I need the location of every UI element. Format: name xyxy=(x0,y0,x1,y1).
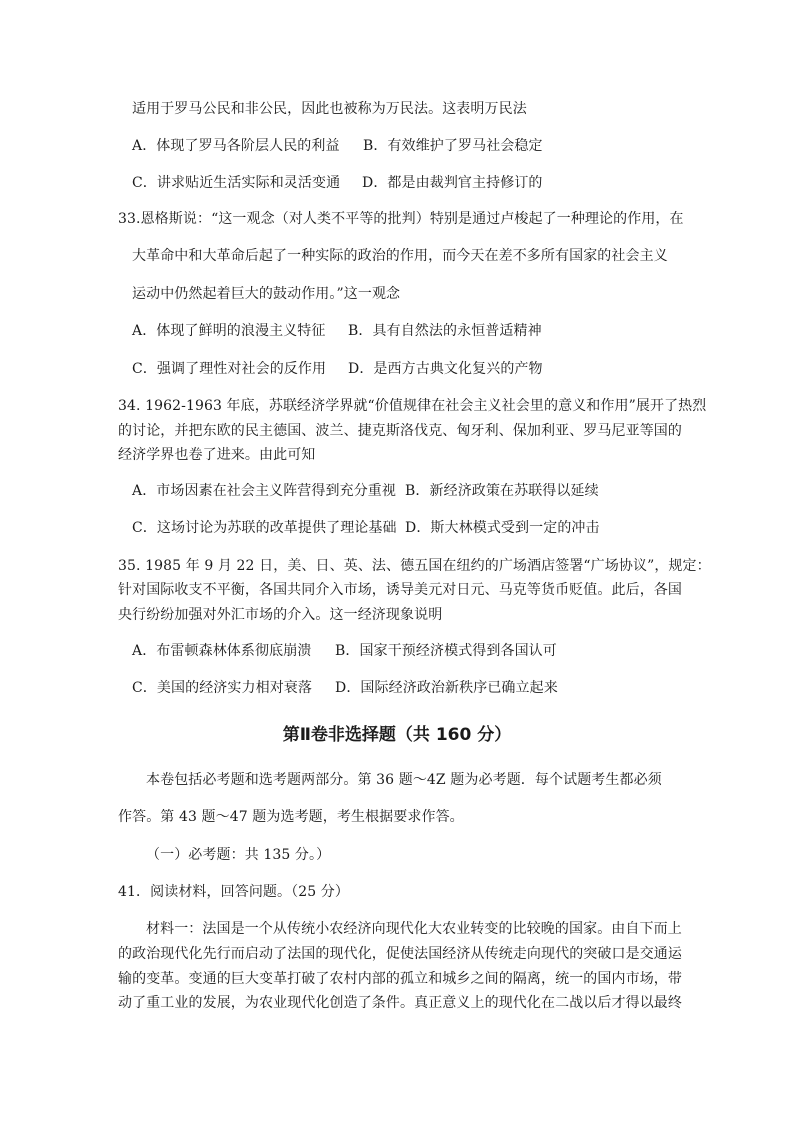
q32-option-d: D．都是由裁判官主持修订的 xyxy=(362,175,543,191)
section-intro-line1: 本卷包括必考题和选考题两部分。第 36 题～4Z 题为必考题．每个试题考生都必须 xyxy=(146,772,662,788)
q41-material-line4: 动了重工业的发展，为农业现代化创造了条件。真正意义上的现代化在二战以后才得以最终 xyxy=(118,995,682,1011)
q41-heading: 41．阅读材料，回答问题。（25 分） xyxy=(118,884,349,900)
q41-material-line1: 材料一：法国是一个从传统小农经济向现代化大农业转变的比较晚的国家。由自下而上 xyxy=(146,921,682,937)
q34-option-d: D．斯大林模式受到一定的冲击 xyxy=(405,520,600,536)
q33-option-c: C．强调了理性对社会的反作用 xyxy=(132,361,327,377)
q35-option-c: C．美国的经济实力相对衰落 xyxy=(132,680,313,696)
q34-option-b: B．新经济政策在苏联得以延续 xyxy=(405,483,599,499)
q35-stem-line1: 35. 1985 年 9 月 22 日，美、日、英、法、德五国在纽约的广场酒店签署“广场协议”，规定： xyxy=(118,558,711,574)
q32-option-c: C．讲求贴近生活实际和灵活变通 xyxy=(132,175,341,191)
q33-stem-line1: 33.恩格斯说：“这一观念（对人类不平等的批判）特别是通过卢梭起了一种理论的作用，在 xyxy=(118,211,684,227)
q35-option-a: A．布雷顿森林体系彻底崩溃 xyxy=(132,643,312,659)
q34-stem-line2: 的讨论，并把东欧的民主德国、波兰、捷克斯洛伐克、匈牙利、保加利亚、罗马尼亚等国的 xyxy=(118,423,682,439)
q34-option-a: A．市场因素在社会主义阵营得到充分重视 xyxy=(132,483,397,499)
q33-stem-line2: 大革命中和大革命后起了一种实际的政治的作用，而今天在差不多所有国家的社会主义 xyxy=(132,248,668,264)
q41-material-line3: 输的变革。变通的巨大变革打破了农村内部的孤立和城乡之间的隔离，统一的国内市场，带 xyxy=(118,971,682,987)
q33-option-d: D．是西方古典文化复兴的产物 xyxy=(348,361,543,377)
section-intro-line2: 作答。第 43 题～47 题为选考题，考生根据要求作答。 xyxy=(118,809,464,825)
q41-material-line2: 的政治现代化先行而启动了法国的现代化，促使法国经济从传统走向现代的突破口是交通运 xyxy=(118,946,682,962)
q33-option-b: B．具有自然法的永恒普适精神 xyxy=(348,323,542,339)
q33-option-a: A．体现了鲜明的浪漫主义特征 xyxy=(132,323,326,339)
q32-option-b: B．有效维护了罗马社会稳定 xyxy=(363,138,543,154)
q35-option-d: D．国际经济政治新秩序已确立起来 xyxy=(335,680,558,696)
q35-option-b: B．国家干预经济模式得到各国认可 xyxy=(335,643,557,659)
required-questions-heading: （一）必考题：共 135 分。） xyxy=(146,847,331,863)
q33-stem-line3: 运动中仍然起着巨大的鼓动作用。”这一观念 xyxy=(132,286,401,302)
section-title: 第Ⅱ卷非选择题（共 160 分） xyxy=(282,725,512,745)
q32-option-a: A．体现了罗马各阶层人民的利益 xyxy=(132,138,340,154)
q32-stem-continuation: 适用于罗马公民和非公民，因此也被称为万民法。这表明万民法 xyxy=(132,101,527,117)
q34-stem-line1: 34. 1962-1963 年底，苏联经济学界就“价值规律在社会主义社会里的意义和作用”展开了热烈 xyxy=(118,398,707,414)
q34-stem-line3: 经济学界也卷了进来。由此可知 xyxy=(118,447,316,463)
q35-stem-line3: 央行纷纷加强对外汇市场的介入。这一经济现象说明 xyxy=(118,607,443,623)
q34-option-c: C．这场讨论为苏联的改革提供了理论基础 xyxy=(132,520,397,536)
q35-stem-line2: 针对国际收支不平衡，各国共同介入市场，诱导美元对日元、马克等货币贬值。此后，各国 xyxy=(118,582,682,598)
